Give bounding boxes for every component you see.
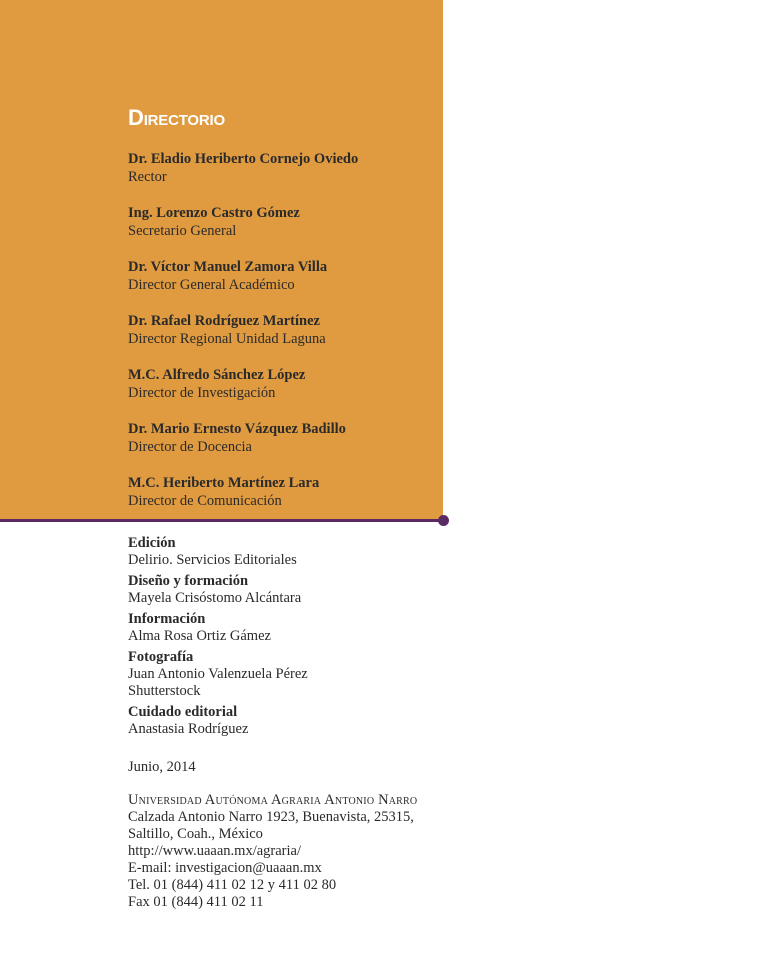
credit-value: Anastasia Rodríguez [128, 721, 249, 737]
credit-value: Delirio. Servicios Editoriales [128, 552, 297, 568]
directory-entry [128, 474, 438, 528]
credit-label: Cuidado editorial [128, 704, 238, 720]
person-role: Director de Investigación [128, 385, 276, 401]
person-name: Dr. Rafael Rodríguez Martínez [128, 313, 320, 329]
email-address: E-mail: investigacion@uaaan.mx [128, 860, 322, 876]
person-name: M.C. Alfredo Sánchez López [128, 367, 306, 383]
credit-label: Información [128, 611, 206, 627]
directory-entry [128, 366, 438, 420]
person-name: Dr. Eladio Heriberto Cornejo Oviedo [128, 151, 359, 167]
directory-list [128, 150, 438, 528]
publication-date: Junio, 2014 [128, 759, 196, 775]
university-name: Universidad Autónoma Agraria Antonio Narro [128, 792, 418, 808]
credit-entry [128, 535, 528, 569]
person-role: Director de Docencia [128, 439, 252, 455]
street-address: Calzada Antonio Narro 1923, Buenavista, 25315, [128, 809, 414, 825]
credit-value: Alma Rosa Ortiz Gámez [128, 628, 271, 644]
credit-entry [128, 573, 528, 607]
credits-list [128, 535, 528, 742]
fax-number: Fax 01 (844) 411 02 11 [128, 894, 264, 910]
person-role: Secretario General [128, 223, 237, 239]
person-role: Director de Comunicación [128, 493, 282, 509]
person-role: Director General Académico [128, 277, 295, 293]
credit-value: Juan Antonio Valenzuela Pérez [128, 666, 308, 682]
divider-dot [438, 515, 449, 526]
city-address: Saltillo, Coah., México [128, 826, 263, 842]
credit-entry [128, 704, 528, 738]
person-name: Ing. Lorenzo Castro Gómez [128, 205, 300, 221]
directory-entry [128, 204, 438, 258]
directory-entry [128, 258, 438, 312]
person-role: Director Regional Unidad Laguna [128, 331, 326, 347]
website-url: http://www.uaaan.mx/agraria/ [128, 843, 302, 859]
credit-entry [128, 611, 528, 645]
credit-label: Diseño y formación [128, 573, 249, 589]
page-title: Directorio [128, 105, 225, 130]
credit-label: Fotografía [128, 649, 194, 665]
credit-entry [128, 649, 528, 700]
person-name: M.C. Heriberto Martínez Lara [128, 475, 320, 491]
directory-entry [128, 150, 438, 204]
person-role: Rector [128, 169, 167, 185]
credit-value: Mayela Crisóstomo Alcántara [128, 590, 302, 606]
directory-entry [128, 312, 438, 366]
person-name: Dr. Víctor Manuel Zamora Villa [128, 259, 328, 275]
address-block [128, 792, 528, 911]
person-name: Dr. Mario Ernesto Vázquez Badillo [128, 421, 346, 437]
credit-label: Edición [128, 535, 176, 551]
directory-entry [128, 420, 438, 474]
credit-value: Shutterstock [128, 683, 201, 699]
phone-number: Tel. 01 (844) 411 02 12 y 411 02 80 [128, 877, 337, 893]
